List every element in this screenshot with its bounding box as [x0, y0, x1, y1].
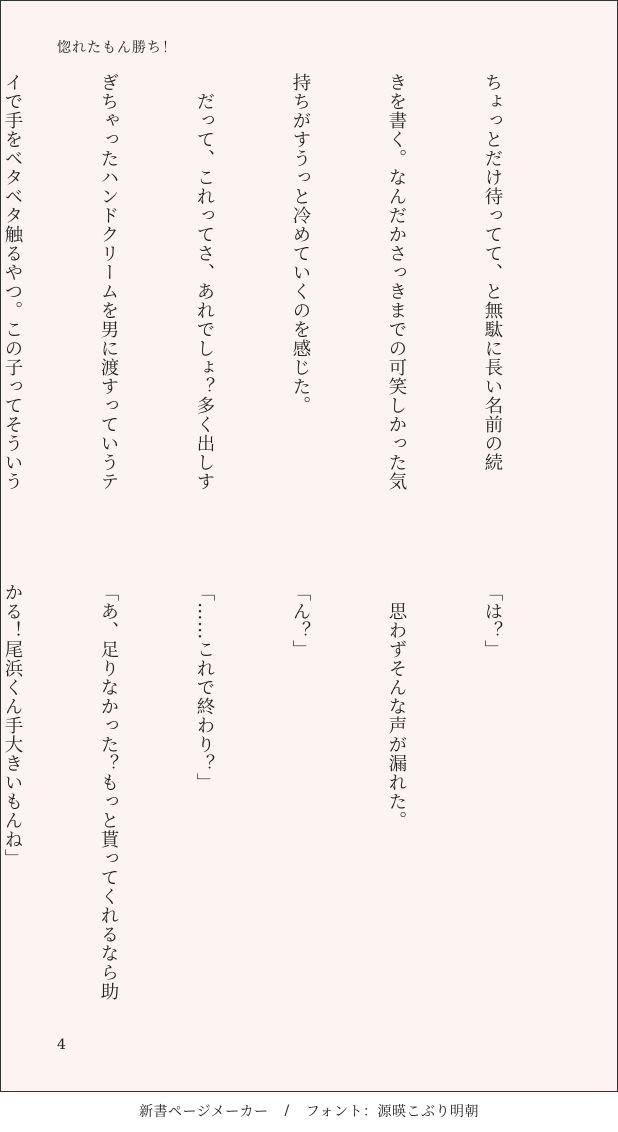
- text-line: 「あ、足りなかった？もっと貰ってくれるなら助: [98, 583, 119, 1001]
- text-line: ぎちゃったハンドクリームを男に渡すっていうテ: [98, 73, 119, 491]
- text-block-top: [0, 73, 572, 543]
- text-block-bottom: [0, 583, 572, 1013]
- text-line: ちょっとだけ待ってて、と無駄に長い名前の続: [482, 73, 503, 472]
- text-line: かる！尾浜くん手大きいもんね」: [2, 583, 23, 868]
- text-line: 「……これで終わり？」: [194, 583, 215, 792]
- text-line: 思わずそんな声が漏れた。: [386, 583, 407, 830]
- font-credit: フォント：源暎こぶり明朝: [305, 1104, 480, 1120]
- page-number: 4: [57, 1037, 66, 1053]
- footer-credits: [0, 1092, 618, 1130]
- footer-separator: /: [284, 1103, 290, 1119]
- maker-credit: 新書ページメーカー: [138, 1104, 269, 1120]
- running-title: 惚れたもん勝ち！: [57, 40, 177, 56]
- text-line: だって、これってさ、あれでしょ？多く出しす: [194, 73, 215, 491]
- text-line: イで手をベタベタ触るやつ。この子ってそういう: [2, 73, 23, 491]
- text-line: 「ん？」: [290, 583, 311, 659]
- text-line: きを書く。なんだかさっきまでの可笑しかった気: [386, 73, 407, 491]
- text-line: 「は？」: [482, 583, 503, 659]
- text-line: 持ちがすうっと冷めていくのを感じた。: [290, 73, 311, 415]
